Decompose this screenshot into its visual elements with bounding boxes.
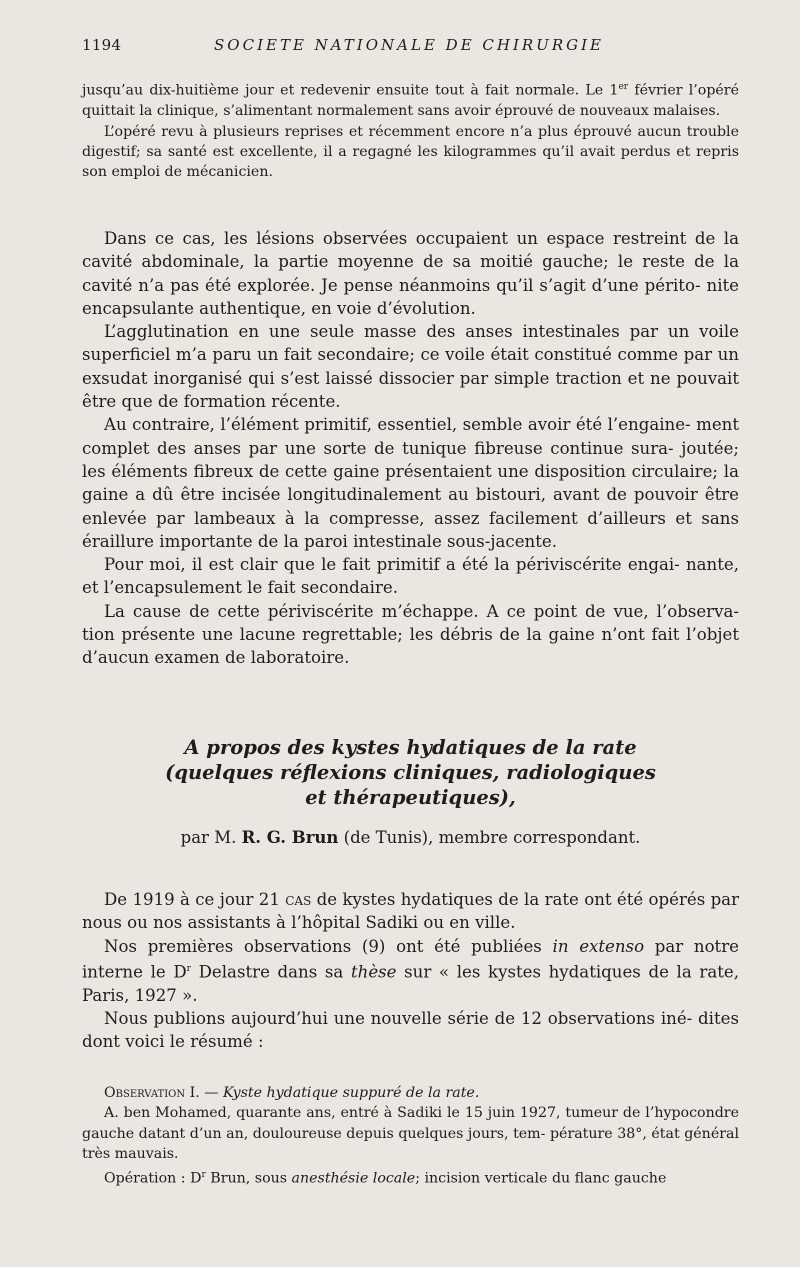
article-paragraph: Nous publions aujourd’hui une nouvelle série de 12 observations iné- dites dont voici le résumé :: [82, 1009, 739, 1052]
running-head: [82, 36, 736, 58]
discussion: [82, 227, 739, 670]
observation-operation: Opération : $D^r$ Brun, sous anesthésie locale; incision verticale du flanc gauche: [104, 1169, 667, 1187]
author-name: R. G. Brun: [241, 828, 339, 847]
discussion-paragraph: L’agglutination en une seule masse des anses intestinales par un voile superficiel m’a paru un fait secondaire; ce voile était constitué comme par un exsudat inorganisé qui s’est laissé dissocier par simple traction et ne pouvait être que de formation récente.: [82, 322, 739, 412]
observation-text: A. ben Mohamed, quarante ans, entré à Sadiki le 15 juin 1927, tumeur de l’hypocondre gauche datant d’un an, douloureuse depuis quelques jours, tem- pérature 38°, état général très mauvais.: [82, 1105, 739, 1163]
case-paragraph: jusqu’au dix-huitième jour et redevenir ensuite tout à fait normale. Le 1er février l’opéré quittait la clinique, s’alimentant normalement sans avoir éprouvé de nouveaux malaises.: [82, 82, 739, 120]
article-paragraph: Nos premières observations (9) ont été publiées in extenso par notre interne le $D^r$ Delastre dans sa thèse sur « les kystes hydatiques de la rate, Paris, 1927 ».: [82, 936, 739, 1005]
byline: par M. R. G. Brun (de Tunis), membre correspondant.: [180, 828, 641, 847]
journal-title: SOCIETE NATIONALE DE CHIRURGIE: [214, 36, 604, 54]
discussion-paragraph: Pour moi, il est clair que le fait primitif a été la périviscérite engai- nante, et l’encapsulement le fait secondaire.: [82, 555, 739, 598]
article-paragraph: De 1919 à ce jour 21 cas de kystes hydatiques de la rate ont été opérés par nous ou nos assistants à l’hôpital Sadiki ou en ville.: [82, 890, 740, 933]
discussion-paragraph: Au contraire, l’élément primitif, essentiel, semble avoir été l’engaine- ment complet des anses par une sorte de tunique fibreuse continue sura- joutée; les éléments fibreux de cette gaine présentaient une disposition circulaire; la gaine a dû être incisée longitudinalement au bistouri, avant de pouvoir être enlevée par lambeaux à la compresse, assez facilement d’ailleurs et sans éraillure importante de la paroi intestinale sous-jacente.: [82, 415, 739, 551]
discussion-paragraph: Dans ce cas, les lésions observées occupaient un espace restreint de la cavité abdominale, la partie moyenne de sa moitié gauche; le reste de la cavité n’a pas été explorée. Je pense néanmoins qu’il s’agit d’une périto- nite encapsulante authentique, en voie d’évolution.: [82, 229, 739, 318]
discussion-paragraph: La cause de cette périviscérite m’échappe. A ce point de vue, l’observa- tion présente une lacune regrettable; les débris de la gaine n’ont fait l’objet d’aucun examen de laboratoire.: [82, 601, 739, 668]
page-number: 1194: [82, 36, 122, 54]
observation-1: [82, 1083, 739, 1189]
article-body: [82, 888, 739, 1054]
case-conclusion: [82, 77, 739, 183]
observation-heading: Observation I. — Kyste hydatique suppuré de la rate.: [104, 1085, 480, 1101]
article-title: A propos des kystes hydatiques de la rate (quelques réflexions cliniques, radiologiques et thérapeutiques),: [165, 736, 656, 809]
case-paragraph: L’opéré revu à plusieurs reprises et récemment encore n’a plus éprouvé aucun trouble digestif; sa santé est excellente, il a regagné les kilogrammes qu’il avait perdus et repris son emploi de mécanicien.: [82, 123, 739, 181]
